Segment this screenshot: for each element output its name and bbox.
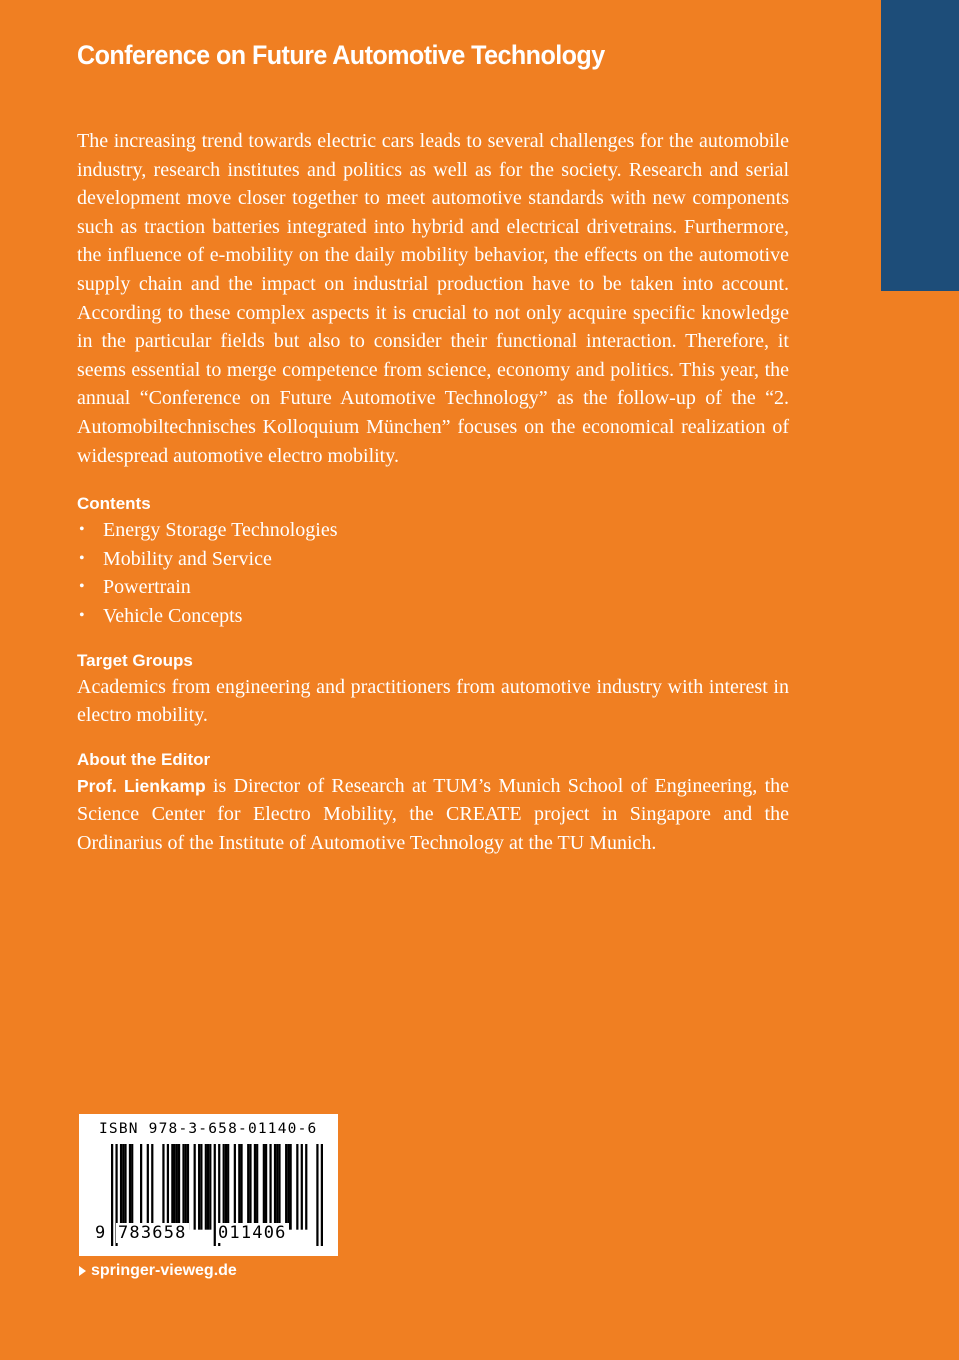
about-editor-text (77, 772, 789, 858)
barcode-bar (129, 1144, 131, 1230)
barcode-bar (296, 1144, 298, 1230)
barcode-bar (122, 1144, 124, 1230)
bullet-icon: • (79, 549, 85, 567)
editor-name: Prof. Lienkamp (77, 775, 206, 796)
isbn-label: ISBN 978-3-658-01140-6 (99, 1121, 318, 1137)
barcode-bar (178, 1144, 180, 1230)
barcode-bar (120, 1144, 122, 1230)
barcode-bar (223, 1144, 225, 1230)
contents-heading: Contents (77, 494, 151, 514)
barcode-digit-first: 9 (95, 1223, 106, 1243)
publisher-url: springer-vieweg.de (91, 1262, 237, 1279)
barcode-bar (173, 1144, 175, 1230)
target-groups-heading: Target Groups (77, 650, 193, 670)
barcode-bar (182, 1144, 184, 1230)
barcode-bar (240, 1144, 242, 1230)
barcode-bar (167, 1144, 169, 1230)
publisher-link[interactable] (79, 1262, 237, 1280)
barcode-bar (234, 1144, 236, 1230)
bullet-icon: • (79, 578, 85, 596)
list-item: • Vehicle Concepts (77, 602, 789, 631)
barcode-bar (249, 1144, 251, 1230)
barcode-bar (140, 1144, 142, 1230)
barcode-bar (187, 1144, 189, 1230)
barcode-bar (254, 1144, 256, 1230)
barcode-bar (247, 1144, 249, 1230)
barcode-bar (276, 1144, 278, 1230)
barcode-bar (171, 1144, 173, 1230)
bullet-icon: • (79, 521, 85, 539)
target-groups-text: Academics from engineering and practitioners from automotive industry with interest in electro mobility. (77, 675, 789, 727)
barcode-bar (274, 1144, 276, 1230)
barcode-bar (176, 1144, 178, 1230)
barcode-bar (285, 1144, 287, 1230)
barcode-bar (225, 1144, 227, 1230)
barcode-bar (265, 1144, 267, 1230)
barcode-bar (147, 1144, 149, 1230)
barcode-digits (95, 1221, 325, 1245)
barcode-bar (200, 1144, 202, 1230)
barcode-bar (124, 1144, 126, 1230)
barcode-bar (305, 1144, 307, 1230)
barcode-bar (162, 1144, 164, 1230)
barcode-bar (287, 1144, 289, 1230)
arrow-right-icon (79, 1266, 86, 1276)
barcode-bar (131, 1144, 133, 1230)
barcode-bar (263, 1144, 265, 1230)
isbn-barcode-box (79, 1114, 338, 1256)
barcode-bar (227, 1144, 229, 1230)
bullet-icon: • (79, 606, 85, 624)
barcode-bar (290, 1144, 292, 1230)
barcode-bar (256, 1144, 258, 1230)
barcode-bar (278, 1144, 280, 1230)
barcode-bar (269, 1144, 271, 1230)
list-item: • Energy Storage Technologies (77, 516, 789, 545)
book-title: Conference on Future Automotive Technology (77, 40, 605, 70)
barcode-digit-group-right: 011406 (218, 1223, 287, 1243)
side-color-band (881, 0, 959, 291)
about-editor-heading: About the Editor (77, 749, 211, 769)
barcode-bar (185, 1144, 187, 1230)
description-paragraph: The increasing trend towards electric cars leads to several challenges for the automobile industry, research institutes and politics as well as for the society. Research and serial development move closer together to meet automotive standards with new components such as traction batteries integrated into hybrid and electrical drivetrains. Furthermore, the influence of e-mobility on the daily mobility behavior, the effects on the automotive supply chain and the impact on industrial production have to be taken into account. According to these complex aspects it is crucial to not only acquire specific knowledge in the particular fields but also to consider their functional interaction. Therefore, it seems essential to merge competence from science, economy and politics. This year, the annual “Conference on Future Automotive Technology” as the follow-up of the “2. Automobiltechnisches Kolloquium München” focuses on the economical realization of widespread automotive electro mobility. (77, 130, 789, 467)
contents-list (77, 516, 789, 630)
barcode-bar (207, 1144, 209, 1230)
list-item: • Powertrain (77, 573, 789, 602)
list-item: • Mobility and Service (77, 545, 789, 574)
barcode-bar (238, 1144, 240, 1230)
barcode-digit-group-left: 783658 (118, 1223, 187, 1243)
editor-bio: is Director of Research at TUM’s Munich School of Engineering, the Science Center for Electro Mobility, the CREATE project in Singapore and the Ordinarius of the Institute of Automotive Technology at the TU Munich. (77, 774, 789, 854)
barcode-bar (205, 1144, 207, 1230)
barcode-bar (209, 1144, 211, 1230)
barcode-bar (301, 1144, 303, 1230)
barcode-bar (198, 1144, 200, 1230)
back-cover-body (77, 127, 789, 857)
barcode-bar (194, 1144, 196, 1230)
barcode-bar (151, 1144, 153, 1230)
